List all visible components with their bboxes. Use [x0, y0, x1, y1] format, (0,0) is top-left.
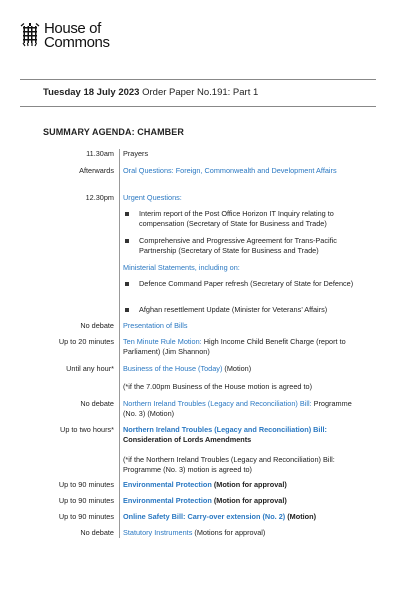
ministerial-statements-link[interactable]: Ministerial Statements, including on:	[123, 263, 240, 272]
portcullis-icon	[20, 23, 40, 47]
top-divider	[20, 79, 376, 80]
bullet-text: Interim report of the Post Office Horizon IT Inquiry relating to compensation (Secretary of State for Business and Trade)	[139, 209, 334, 229]
logo-line-1: House of	[44, 20, 101, 37]
agenda-time: 11.30am	[86, 149, 114, 158]
agenda-time: Up to 90 minutes	[58, 480, 114, 489]
oral-questions-link[interactable]: Oral Questions: Foreign, Commonwealth and Development Affairs	[123, 166, 337, 175]
house-of-commons-logo	[20, 22, 110, 49]
order-paper-date: Tuesday 18 July 2023	[43, 87, 140, 98]
agenda-item-text: (Motion)	[285, 512, 316, 521]
order-paper-header	[43, 87, 258, 98]
ni-troubles-bill-lords-link[interactable]: Northern Ireland Troubles (Legacy and Reconciliation) Bill:	[123, 425, 327, 434]
bullet-text: Comprehensive and Progressive Agreement for Trans-Pacific Partnership (Secretary of State for Business and Trade)	[139, 236, 337, 256]
agenda-column-divider	[119, 149, 120, 538]
environmental-protection-link[interactable]: Environmental Protection	[123, 480, 212, 489]
presentation-of-bills-link[interactable]: Presentation of Bills	[123, 321, 188, 330]
agenda-note: (*if the Northern Ireland Troubles (Legacy and Reconciliation) Bill: Programme (No. 3) motion is agreed to)	[123, 455, 335, 475]
header-divider	[20, 106, 376, 107]
agenda-item-text: High Income Child Benefit Charge (report to Parliament) (Jim Shannon)	[123, 337, 346, 357]
bullet-item	[123, 209, 358, 230]
bullet-item	[123, 279, 358, 289]
business-of-house-link[interactable]: Business of the House (Today)	[123, 364, 223, 373]
agenda-item-text: (Motion)	[222, 364, 252, 373]
urgent-questions-link[interactable]: Urgent Questions:	[123, 193, 182, 202]
order-paper-number: Order Paper No.191: Part 1	[139, 87, 259, 98]
agenda-time: Until any hour*	[66, 364, 114, 373]
bullet-item	[123, 236, 358, 257]
environmental-protection-link[interactable]: Environmental Protection	[123, 496, 212, 505]
agenda-item-text: Prayers	[123, 149, 149, 158]
agenda-time: Up to 20 minutes	[58, 337, 114, 346]
agenda-item-text: Programme (No. 3) (Motion)	[123, 399, 352, 419]
agenda-note: (*if the 7.00pm Business of the House motion is agreed to)	[123, 382, 313, 391]
ten-minute-rule-link[interactable]: Ten Minute Rule Motion:	[123, 337, 202, 346]
ni-troubles-bill-link[interactable]: Northern Ireland Troubles (Legacy and Reconciliation) Bill:	[123, 399, 312, 408]
bullet-item	[123, 305, 358, 315]
agenda-time: No debate	[80, 399, 114, 408]
agenda-item-text: (Motions for approval)	[192, 528, 266, 537]
summary-agenda-title: SUMMARY AGENDA: CHAMBER	[43, 127, 184, 137]
agenda-time: Up to two hours*	[60, 425, 114, 434]
statutory-instruments-link[interactable]: Statutory Instruments	[123, 528, 193, 537]
agenda-item-text: Consideration of Lords Amendments	[123, 435, 252, 445]
online-safety-bill-link[interactable]: Online Safety Bill: Carry-over extension (No. 2)	[123, 512, 286, 521]
bullet-text: Defence Command Paper refresh (Secretary of State for Defence)	[139, 279, 354, 288]
agenda-time: Up to 90 minutes	[58, 512, 114, 521]
agenda-time: No debate	[80, 321, 114, 330]
agenda-time: Up to 90 minutes	[58, 496, 114, 505]
agenda-item-text: (Motion for approval)	[211, 480, 287, 489]
logo-line-2: Commons	[44, 33, 110, 51]
agenda-item-text: (Motion for approval)	[211, 496, 287, 505]
bullet-text: Afghan resettlement Update (Minister for Veterans’ Affairs)	[139, 305, 328, 314]
agenda-time: Afterwards	[79, 166, 114, 175]
agenda-time: No debate	[80, 528, 114, 537]
agenda-time: 12.30pm	[85, 193, 114, 202]
